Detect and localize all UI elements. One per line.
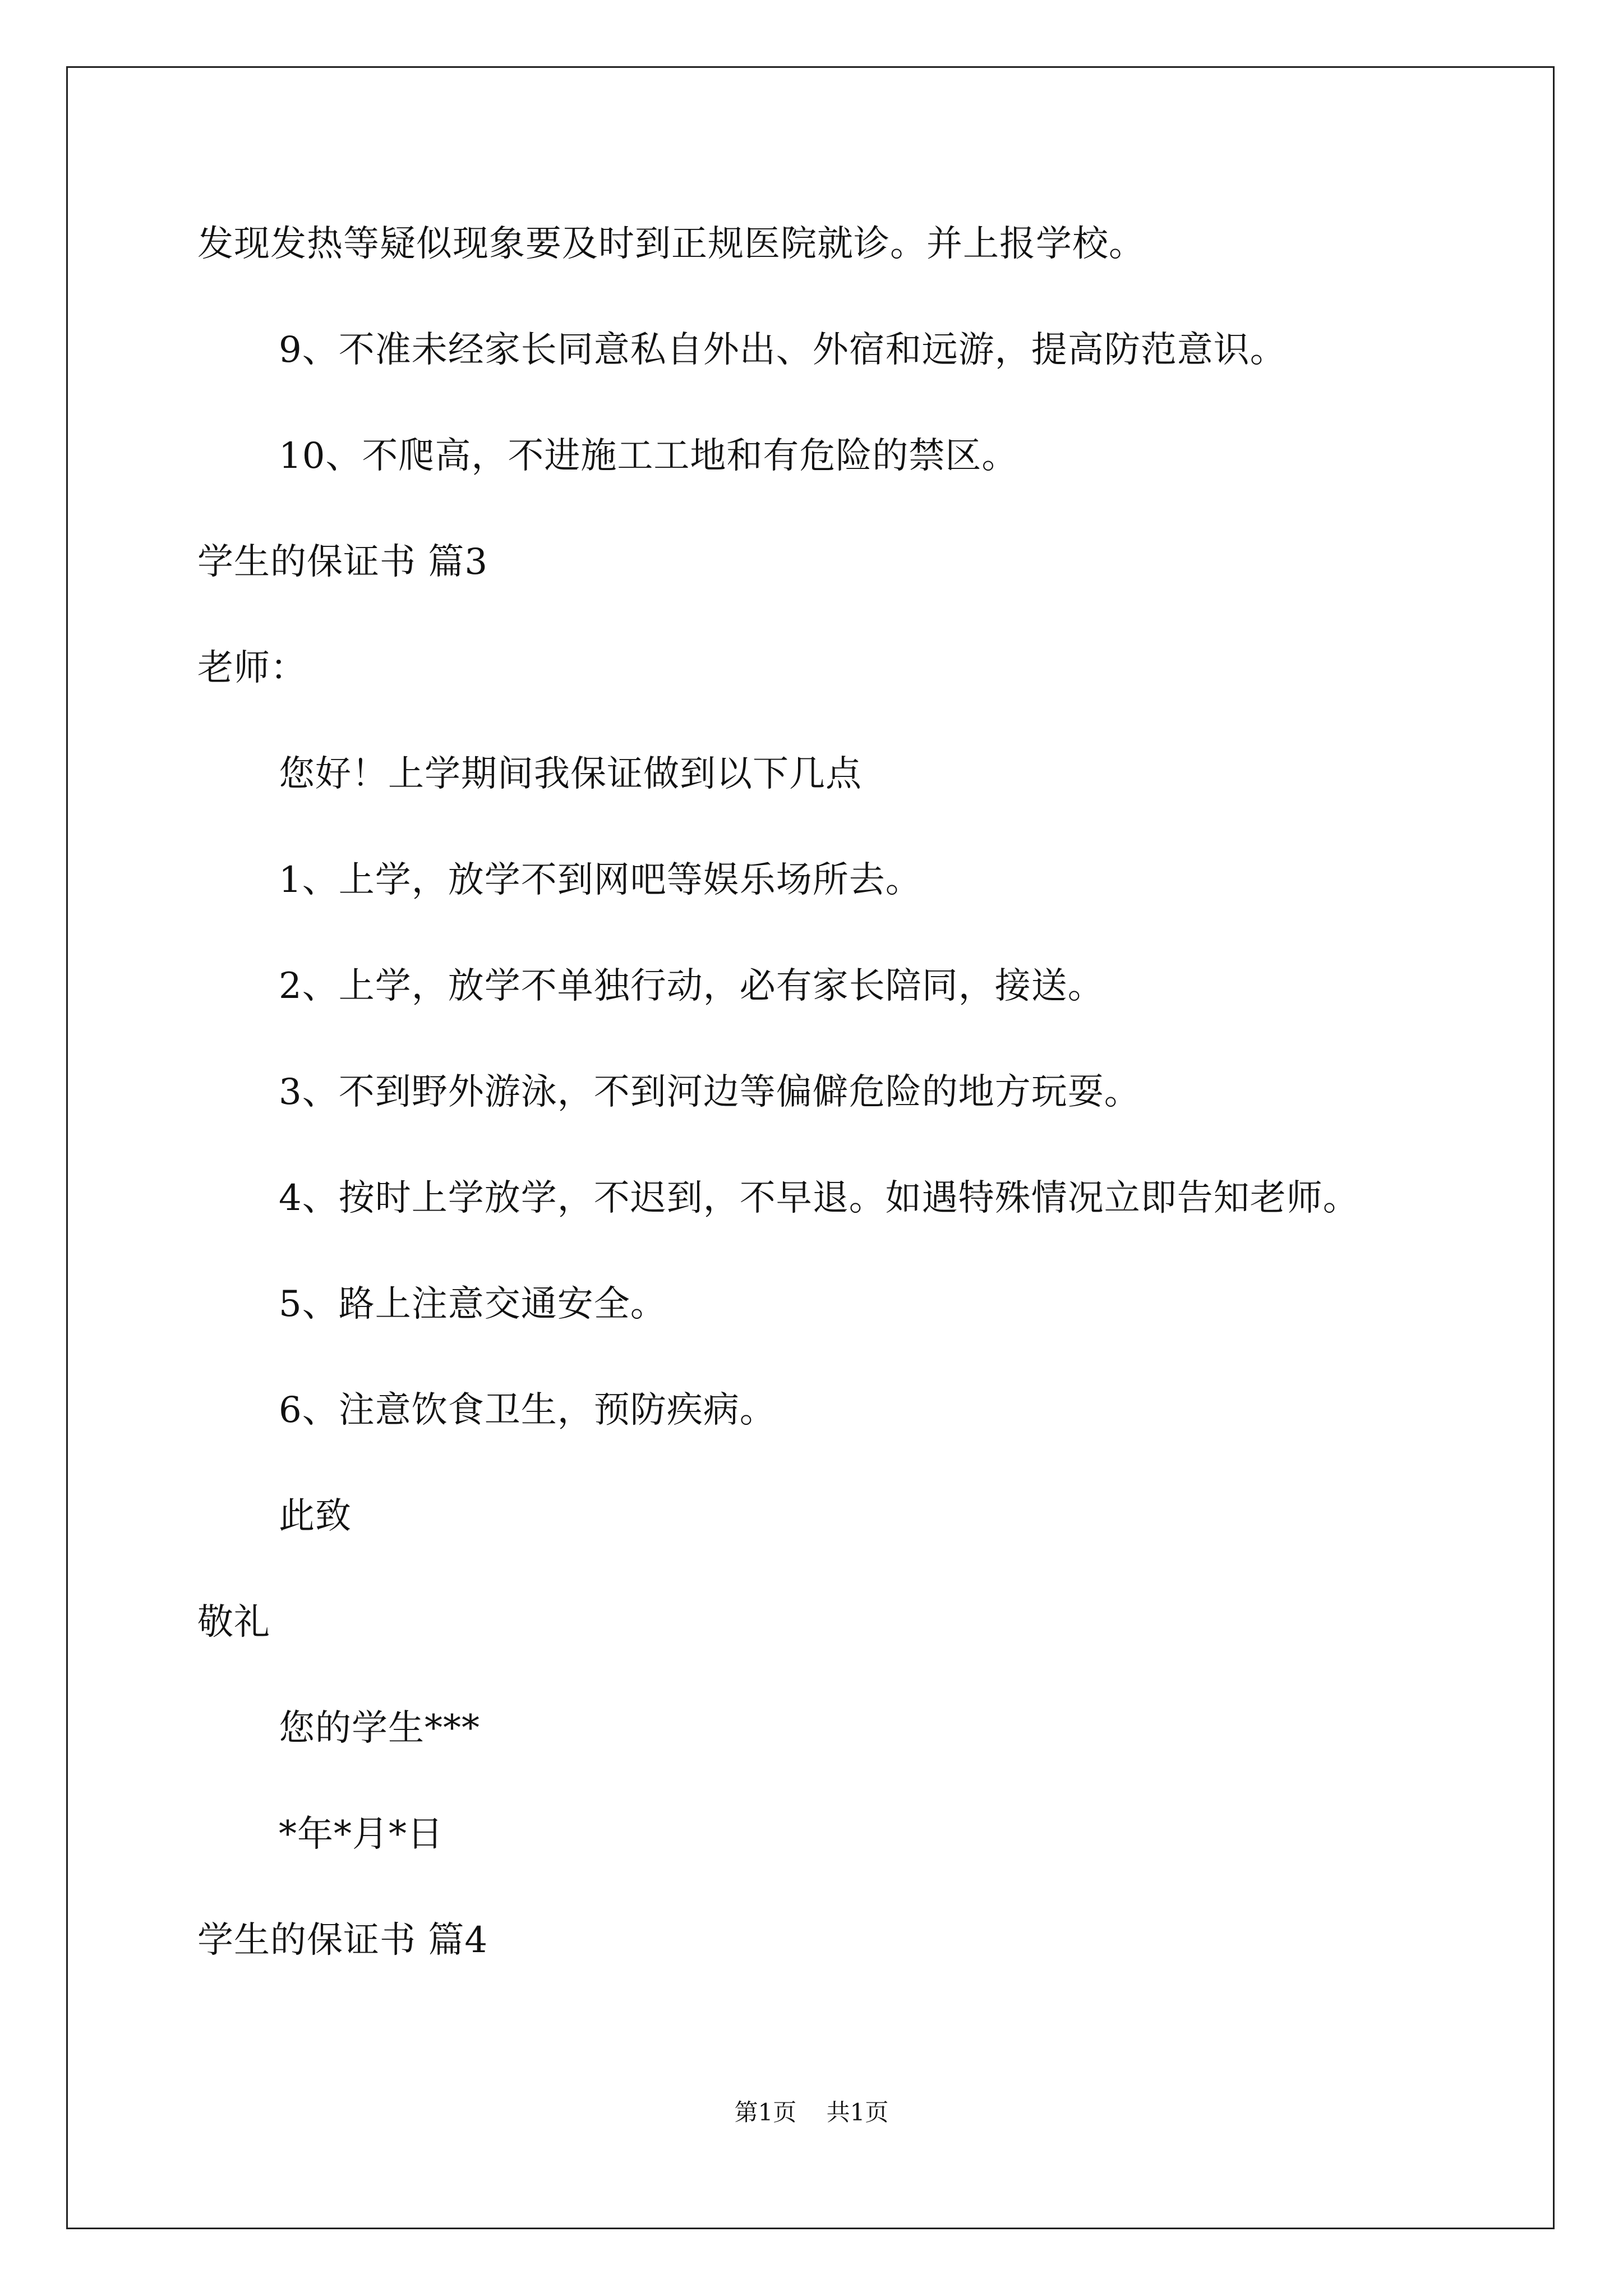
- closing-line: 此致: [279, 1496, 352, 1537]
- page-footer: [0, 2098, 1623, 2127]
- greeting-line: 您好！上学期间我保证做到以下几点: [279, 753, 862, 795]
- list-item: 6、注意饮食卫生，预防疾病。: [279, 1389, 776, 1431]
- closing-regards: 敬礼: [197, 1602, 270, 1643]
- page-number-current: 第1页: [734, 2099, 797, 2126]
- list-item: 10、不爬高，不进施工工地和有危险的禁区。: [279, 435, 1018, 477]
- list-item: 1、上学，放学不到网吧等娱乐场所去。: [279, 859, 922, 901]
- paragraph-line: 发现发热等疑似现象要及时到正规医院就诊。并上报学校。: [197, 223, 1145, 265]
- list-item: 2、上学，放学不单独行动，必有家长陪同，接送。: [279, 965, 1104, 1007]
- salutation: 老师：: [197, 647, 307, 689]
- section-heading: 学生的保证书 篇3: [197, 541, 488, 583]
- signature-line: 您的学生***: [279, 1708, 480, 1749]
- list-item: 3、不到野外游泳，不到河边等偏僻危险的地方玩耍。: [279, 1071, 1141, 1113]
- document-body: [197, 222, 1487, 2024]
- page-number-total: 共1页: [826, 2099, 889, 2126]
- date-line: *年*月*日: [279, 1814, 444, 1855]
- list-item: 4、按时上学放学，不迟到，不早退。如遇特殊情况立即告知老师。: [279, 1177, 1359, 1219]
- list-item: 5、路上注意交通安全。: [279, 1283, 667, 1325]
- section-heading: 学生的保证书 篇4: [197, 1920, 488, 1961]
- list-item: 9、不准未经家长同意私自外出、外宿和远游，提高防范意识。: [279, 329, 1287, 371]
